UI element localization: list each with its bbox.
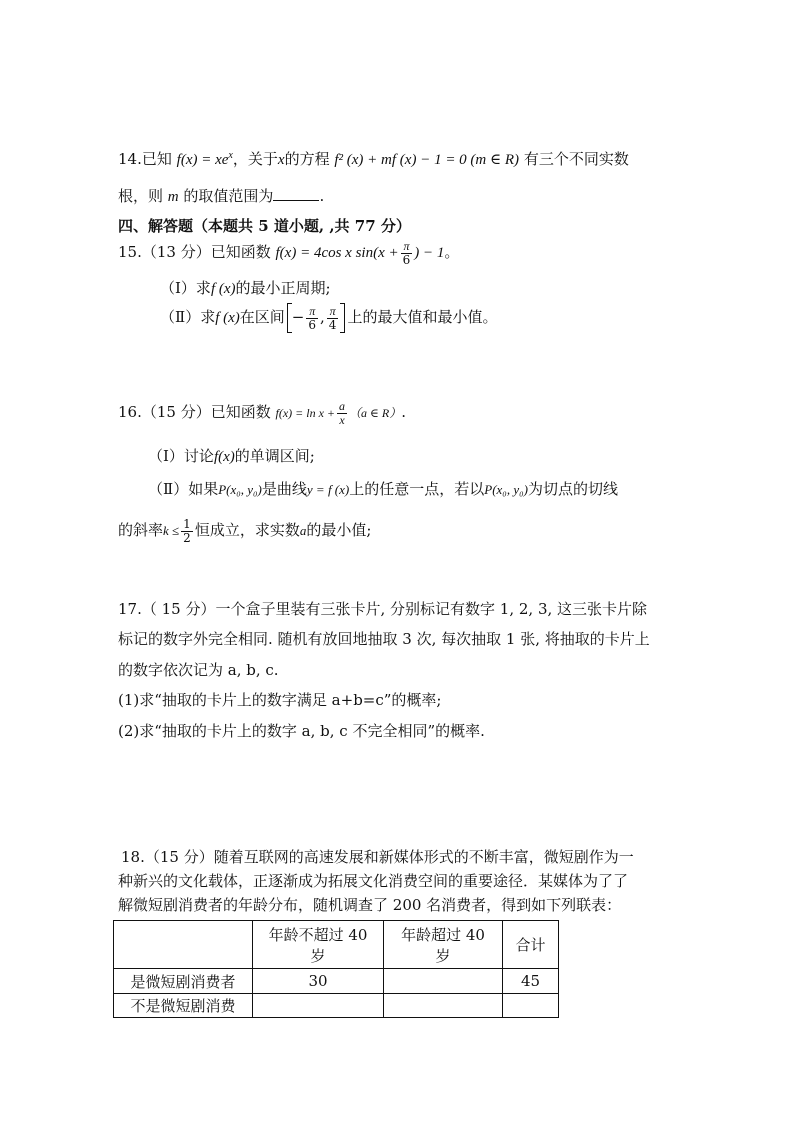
table-cell: 不是微短剧消费 bbox=[114, 994, 253, 1018]
q18-line2: 种新兴的文化载体，正逐渐成为拓展文化消费空间的重要途径．某媒体为了了 bbox=[118, 872, 629, 890]
table-cell: 30 bbox=[253, 969, 384, 994]
frac-num: π bbox=[327, 305, 339, 319]
q14-text: 根，则 bbox=[118, 187, 164, 205]
q14-text: . bbox=[319, 187, 325, 205]
q15-p2-text: （Ⅱ）求 bbox=[160, 308, 216, 327]
q14-text: ，关于 bbox=[232, 150, 278, 168]
q16-end: . bbox=[401, 403, 407, 422]
q16-func: f(x) = ln x + bbox=[275, 406, 336, 421]
q16-p2-text: （Ⅱ）如果 bbox=[148, 480, 219, 498]
table-cell bbox=[253, 994, 384, 1018]
q16-line1 bbox=[118, 400, 406, 426]
header-line: 年龄不超过 40 bbox=[268, 925, 368, 944]
q14-function-def: f(x) = xe bbox=[176, 152, 229, 168]
q17-line3: 的数字依次记为 a, b, c. bbox=[118, 661, 279, 679]
section-title: 四、解答题（本题共 5 道小题, ,共 77 分） bbox=[118, 217, 411, 235]
q14-equation: f² (x) + mf (x) − 1 = 0 (m ∈ R) bbox=[334, 152, 520, 168]
q15-head: 15.（13 分）已知函数 bbox=[118, 243, 271, 262]
q15-p2-f: f (x) bbox=[215, 310, 240, 327]
q15-p1-f: f (x) bbox=[210, 281, 236, 297]
q15-p1-text: （Ⅰ）求 bbox=[160, 279, 211, 297]
header-line: 年龄超过 40 bbox=[401, 925, 485, 944]
q15-part2 bbox=[160, 303, 497, 333]
q16-head: 16.（15 分）已知函数 bbox=[118, 403, 271, 422]
q16-l3-text: 恒成立，求实数 bbox=[194, 521, 300, 540]
table-cell: 是微短剧消费者 bbox=[114, 969, 253, 994]
interval-minus: − bbox=[291, 308, 305, 327]
q15-end: 。 bbox=[444, 243, 460, 262]
interval-right bbox=[327, 305, 339, 331]
q16-p2-text: 上的任意一点，若以 bbox=[349, 480, 485, 498]
interval-comma: , bbox=[320, 308, 325, 327]
q15-func: f(x) = 4cos x sin(x + bbox=[275, 245, 399, 262]
q14-line1 bbox=[118, 150, 629, 169]
q16-l3-text: 的最小值; bbox=[306, 521, 372, 540]
q14-text: 有三个不同实数 bbox=[523, 150, 629, 168]
q14-param: m bbox=[167, 189, 179, 205]
table-cell bbox=[503, 994, 559, 1018]
q14-var: x bbox=[277, 152, 285, 168]
q16-p1-f: f(x) bbox=[213, 449, 235, 465]
q17-line5: (2)求“抽取的卡片上的数字 a, b, c 不完全相同”的概率. bbox=[118, 722, 485, 740]
q16-curve: y = f (x) bbox=[306, 482, 350, 497]
table-row bbox=[114, 969, 559, 994]
frac-den: 6 bbox=[308, 317, 317, 332]
table-row bbox=[114, 994, 559, 1018]
frac-den: 4 bbox=[328, 317, 337, 332]
frac-num: 1 bbox=[183, 517, 191, 531]
q16-cond: （a ∈ R） bbox=[349, 406, 402, 421]
q15-func-end: ) − 1 bbox=[414, 245, 445, 262]
answer-blank bbox=[273, 186, 319, 201]
frac-num: π bbox=[401, 240, 413, 254]
q16-p2-text: 为切点的切线 bbox=[527, 480, 618, 498]
frac-den: x bbox=[339, 412, 345, 427]
table-cell: 45 bbox=[503, 969, 559, 994]
q15-p2-text: 上的最大值和最小值。 bbox=[347, 308, 498, 327]
q18-line3: 解微短剧消费者的年龄分布，随机调查了 200 名消费者，得到如下列联表： bbox=[118, 896, 622, 914]
q16-part2 bbox=[148, 480, 618, 498]
q16-param: a bbox=[299, 523, 307, 539]
table-header-cell bbox=[253, 921, 384, 969]
q16-p1-text: （Ⅰ）讨论 bbox=[148, 447, 214, 465]
q14-text: 已知 bbox=[141, 150, 172, 168]
q17-line1: 17.（ 15 分）一个盒子里装有三张卡片, 分别标记有数字 1, 2, 3, 这三张卡片除 bbox=[118, 600, 648, 618]
table-cell bbox=[384, 994, 503, 1018]
q16-point: P(x₀, y₀) bbox=[484, 482, 528, 497]
q15-line1 bbox=[118, 240, 459, 266]
q14-text: 的方程 bbox=[284, 150, 330, 168]
q14-text: 的取值范围为 bbox=[183, 187, 274, 205]
q15-fraction bbox=[401, 240, 413, 266]
table-header-row bbox=[114, 921, 559, 969]
q15-part1 bbox=[160, 279, 331, 298]
frac-den: 6 bbox=[402, 252, 411, 267]
q17-line4: (1)求“抽取的卡片上的数字满足 a+b=c”的概率; bbox=[118, 691, 442, 709]
contingency-table bbox=[113, 920, 559, 1018]
q15-p1-text: 的最小正周期; bbox=[235, 279, 331, 297]
header-line: 岁 bbox=[435, 946, 451, 965]
q18-line1: 18.（15 分）随着互联网的高速发展和新媒体形式的不断丰富，微短剧作为一 bbox=[121, 848, 634, 866]
table-cell bbox=[384, 969, 503, 994]
frac-den: 2 bbox=[183, 530, 191, 545]
header-line: 岁 bbox=[310, 946, 326, 965]
q16-p1-text: 的单调区间; bbox=[234, 447, 315, 465]
q16-l3-text: 的斜率 bbox=[118, 521, 164, 540]
frac-num: a bbox=[339, 399, 346, 413]
interval-left bbox=[306, 305, 318, 331]
q16-point: P(x₀, y₀) bbox=[218, 482, 262, 497]
q17-line2: 标记的数字外完全相同. 随机有放回地抽取 3 次, 每次抽取 1 张, 将抽取的卡片上 bbox=[118, 630, 650, 648]
q16-slope: k ≤ bbox=[163, 523, 180, 539]
table-header-cell: 合计 bbox=[503, 921, 559, 969]
q16-line3 bbox=[118, 518, 371, 544]
q14-function-exp: x bbox=[228, 150, 233, 161]
q16-p2-text: 是曲线 bbox=[261, 480, 307, 498]
q15-p2-text: 在区间 bbox=[239, 308, 285, 327]
interval-bracket bbox=[287, 303, 346, 333]
q16-part1 bbox=[148, 447, 315, 466]
q14-number: 14. bbox=[118, 150, 142, 168]
frac-num: π bbox=[306, 305, 318, 319]
table-header-cell bbox=[114, 921, 253, 969]
q16-fraction bbox=[337, 400, 347, 426]
q16-half bbox=[181, 518, 193, 544]
table-header-cell bbox=[384, 921, 503, 969]
q14-line2 bbox=[118, 186, 324, 206]
